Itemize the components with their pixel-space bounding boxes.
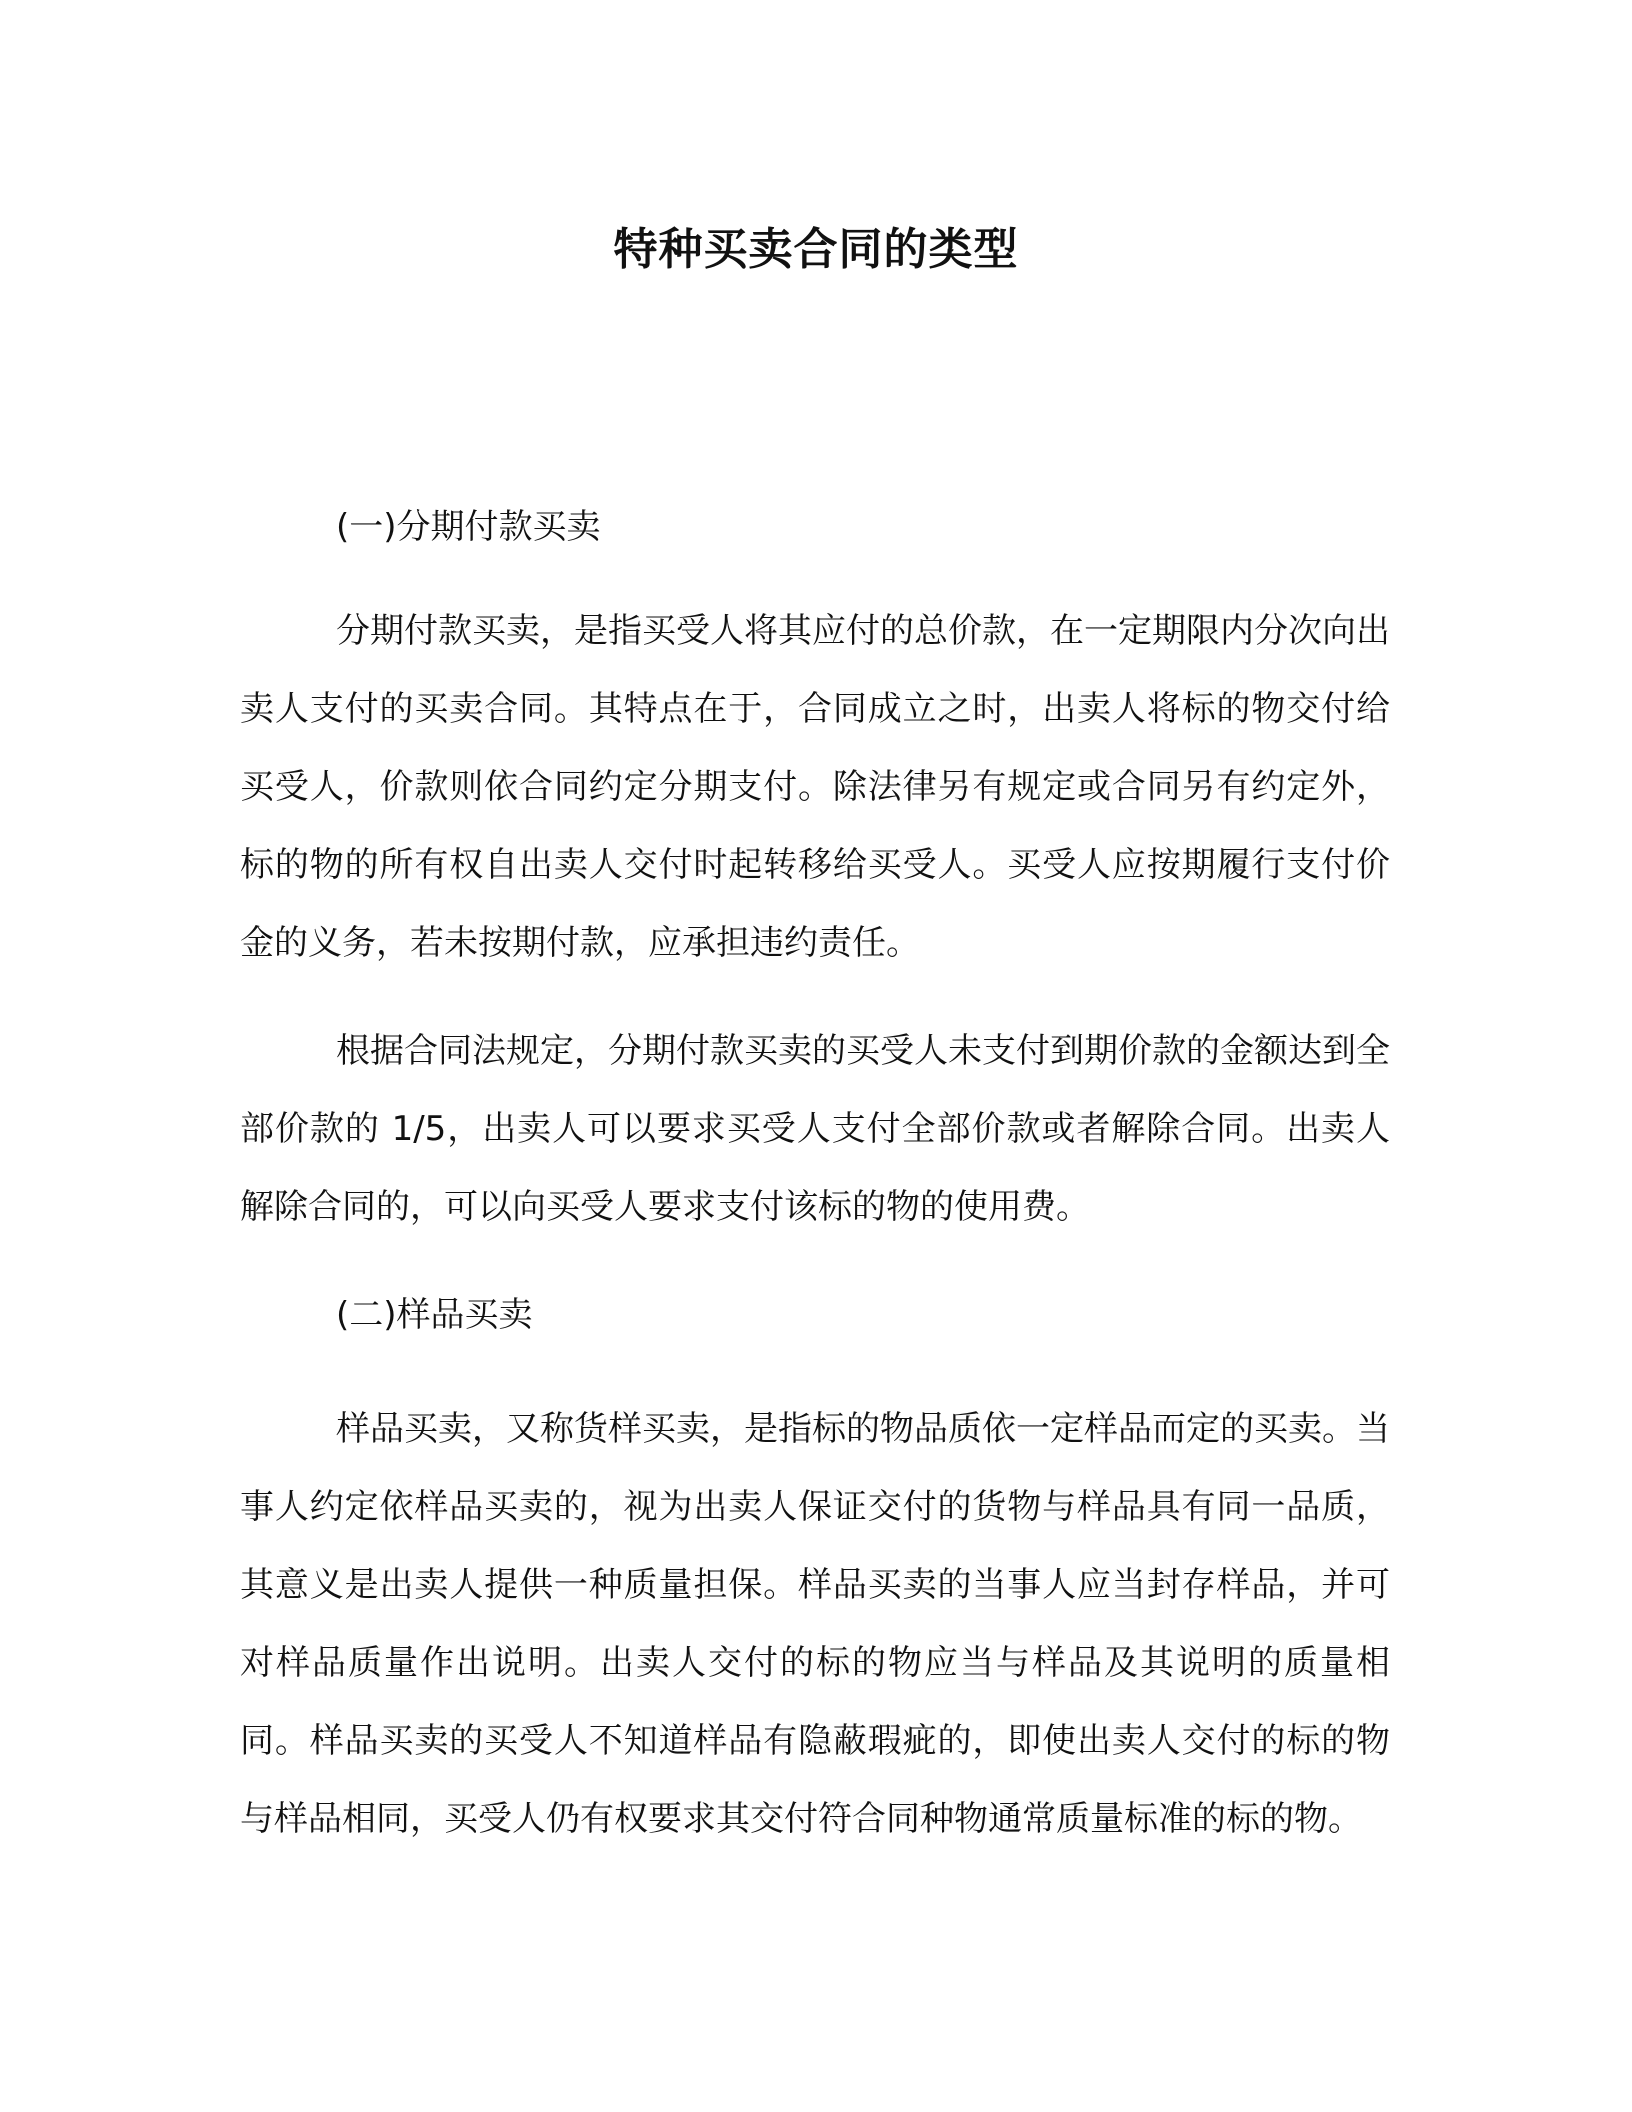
paragraph-installment-definition: 分期付款买卖，是指买受人将其应付的总价款，在一定期限内分次向出卖人支付的买卖合同。其特点在于，合同成立之时，出卖人将标的物交付给买受人，价款则依合同约定分期支付。除法律另有规定或合同另有约定外，标的物的所有权自出卖人交付时起转移给买受人。买受人应按期履行支付价金的义务，若未按期付款，应承担违约责任。 <box>240 611 1390 963</box>
paragraph-installment-law: 根据合同法规定，分期付款买卖的买受人未支付到期价款的金额达到全部价款的 1/5，出卖人可以要求买受人支付全部价款或者解除合同。出卖人解除合同的，可以向买受人要求支付该标的物的使用费。 <box>240 1031 1390 1227</box>
section-heading-sample: (二)样品买卖 <box>336 1295 533 1335</box>
paragraph-sample-definition: 样品买卖，又称货样买卖，是指标的物品质依一定样品而定的买卖。当事人约定依样品买卖的，视为出卖人保证交付的货物与样品具有同一品质，其意义是出卖人提供一种质量担保。样品买卖的当事人应当封存样品，并可对样品质量作出说明。出卖人交付的标的物应当与样品及其说明的质量相同。样品买卖的买受人不知道样品有隐蔽瑕疵的，即使出卖人交付的标的物与样品相同，买受人仍有权要求其交付符合同种物通常质量标准的标的物。 <box>240 1409 1390 1839</box>
document-body <box>240 488 1390 1858</box>
document-title: 特种买卖合同的类型 <box>613 224 1019 275</box>
section-heading-installment: (一)分期付款买卖 <box>336 507 601 547</box>
